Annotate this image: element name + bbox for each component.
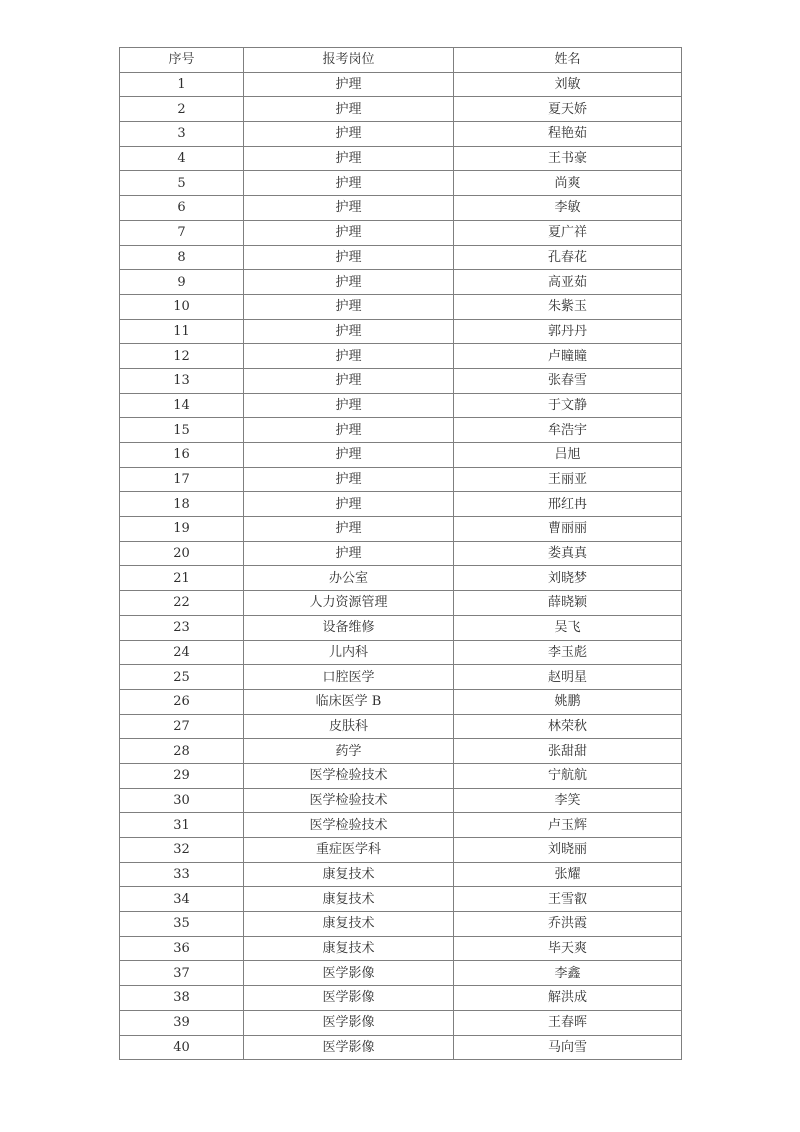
table-row [120, 517, 682, 542]
cell-name: 卢瞳瞳 [454, 344, 682, 369]
cell-index: 16 [120, 443, 244, 468]
cell-position: 康复技术 [244, 862, 454, 887]
cell-index: 13 [120, 368, 244, 393]
cell-name: 薛晓颖 [454, 591, 682, 616]
cell-position: 护理 [244, 368, 454, 393]
cell-position: 护理 [244, 319, 454, 344]
cell-index: 36 [120, 936, 244, 961]
cell-position: 医学影像 [244, 1035, 454, 1060]
table-row [120, 72, 682, 97]
cell-name: 程艳茹 [454, 122, 682, 147]
table-row [120, 220, 682, 245]
table-row [120, 171, 682, 196]
cell-position: 护理 [244, 72, 454, 97]
table-row [120, 689, 682, 714]
cell-name: 娄真真 [454, 541, 682, 566]
cell-position: 护理 [244, 122, 454, 147]
cell-position: 口腔医学 [244, 665, 454, 690]
cell-name: 刘晓梦 [454, 566, 682, 591]
cell-index: 17 [120, 467, 244, 492]
cell-name: 张耀 [454, 862, 682, 887]
cell-name: 尚爽 [454, 171, 682, 196]
cell-index: 5 [120, 171, 244, 196]
cell-position: 康复技术 [244, 936, 454, 961]
cell-index: 24 [120, 640, 244, 665]
cell-position: 人力资源管理 [244, 591, 454, 616]
cell-index: 21 [120, 566, 244, 591]
cell-name: 宁航航 [454, 763, 682, 788]
cell-position: 护理 [244, 270, 454, 295]
cell-index: 33 [120, 862, 244, 887]
cell-position: 医学检验技术 [244, 788, 454, 813]
cell-name: 解洪成 [454, 986, 682, 1011]
table-row [120, 418, 682, 443]
cell-name: 卢玉辉 [454, 813, 682, 838]
table-row [120, 443, 682, 468]
cell-position: 康复技术 [244, 912, 454, 937]
table-row [120, 146, 682, 171]
table-row [120, 640, 682, 665]
cell-name: 吕旭 [454, 443, 682, 468]
table-row [120, 665, 682, 690]
cell-index: 2 [120, 97, 244, 122]
cell-position: 护理 [244, 541, 454, 566]
cell-index: 11 [120, 319, 244, 344]
table-row [120, 294, 682, 319]
cell-index: 18 [120, 492, 244, 517]
table-row [120, 541, 682, 566]
cell-index: 37 [120, 961, 244, 986]
applicants-table [119, 47, 682, 1060]
cell-index: 19 [120, 517, 244, 542]
cell-index: 3 [120, 122, 244, 147]
cell-position: 护理 [244, 517, 454, 542]
column-header-index: 序号 [120, 48, 244, 73]
cell-name: 李敏 [454, 196, 682, 221]
table-row [120, 936, 682, 961]
cell-index: 27 [120, 714, 244, 739]
cell-index: 7 [120, 220, 244, 245]
table-row [120, 986, 682, 1011]
cell-name: 乔洪霞 [454, 912, 682, 937]
cell-name: 郭丹丹 [454, 319, 682, 344]
cell-name: 李玉彪 [454, 640, 682, 665]
column-header-position: 报考岗位 [244, 48, 454, 73]
cell-name: 李笑 [454, 788, 682, 813]
cell-name: 高亚茹 [454, 270, 682, 295]
table-row [120, 393, 682, 418]
cell-index: 25 [120, 665, 244, 690]
table-row [120, 788, 682, 813]
cell-position: 护理 [244, 220, 454, 245]
table-row [120, 196, 682, 221]
cell-position: 护理 [244, 393, 454, 418]
cell-position: 护理 [244, 344, 454, 369]
cell-position: 医学影像 [244, 1010, 454, 1035]
table-row [120, 739, 682, 764]
cell-index: 31 [120, 813, 244, 838]
table-row [120, 862, 682, 887]
cell-index: 23 [120, 615, 244, 640]
table-row [120, 566, 682, 591]
table-row [120, 1035, 682, 1060]
cell-name: 李鑫 [454, 961, 682, 986]
cell-name: 王雪叡 [454, 887, 682, 912]
cell-position: 药学 [244, 739, 454, 764]
cell-position: 护理 [244, 467, 454, 492]
cell-index: 20 [120, 541, 244, 566]
cell-name: 林荣秋 [454, 714, 682, 739]
cell-index: 9 [120, 270, 244, 295]
cell-index: 32 [120, 838, 244, 863]
cell-index: 4 [120, 146, 244, 171]
table-row [120, 122, 682, 147]
cell-name: 刘敏 [454, 72, 682, 97]
cell-position: 医学检验技术 [244, 763, 454, 788]
cell-position: 护理 [244, 171, 454, 196]
cell-name: 吴飞 [454, 615, 682, 640]
cell-name: 邢红冉 [454, 492, 682, 517]
cell-position: 护理 [244, 146, 454, 171]
cell-index: 12 [120, 344, 244, 369]
cell-index: 34 [120, 887, 244, 912]
cell-index: 1 [120, 72, 244, 97]
cell-position: 护理 [244, 443, 454, 468]
table-row [120, 368, 682, 393]
table-row [120, 887, 682, 912]
cell-position: 护理 [244, 245, 454, 270]
table-row [120, 467, 682, 492]
cell-index: 15 [120, 418, 244, 443]
table-row [120, 97, 682, 122]
cell-name: 刘晓丽 [454, 838, 682, 863]
cell-position: 设备维修 [244, 615, 454, 640]
cell-name: 姚鹏 [454, 689, 682, 714]
cell-position: 办公室 [244, 566, 454, 591]
cell-position: 儿内科 [244, 640, 454, 665]
cell-name: 毕天爽 [454, 936, 682, 961]
cell-name: 孔春花 [454, 245, 682, 270]
table-row [120, 245, 682, 270]
cell-name: 于文静 [454, 393, 682, 418]
table-row [120, 270, 682, 295]
cell-position: 护理 [244, 492, 454, 517]
cell-index: 26 [120, 689, 244, 714]
table-row [120, 615, 682, 640]
cell-index: 28 [120, 739, 244, 764]
table-row [120, 319, 682, 344]
cell-index: 8 [120, 245, 244, 270]
table-row [120, 912, 682, 937]
cell-position: 护理 [244, 196, 454, 221]
cell-name: 赵明星 [454, 665, 682, 690]
cell-position: 医学影像 [244, 986, 454, 1011]
cell-position: 护理 [244, 97, 454, 122]
cell-position: 康复技术 [244, 887, 454, 912]
cell-name: 夏天娇 [454, 97, 682, 122]
cell-index: 10 [120, 294, 244, 319]
cell-index: 29 [120, 763, 244, 788]
cell-position: 护理 [244, 294, 454, 319]
cell-name: 牟浩宇 [454, 418, 682, 443]
cell-position: 护理 [244, 418, 454, 443]
cell-name: 张春雪 [454, 368, 682, 393]
cell-index: 35 [120, 912, 244, 937]
cell-index: 40 [120, 1035, 244, 1060]
cell-index: 6 [120, 196, 244, 221]
cell-name: 朱紫玉 [454, 294, 682, 319]
cell-name: 张甜甜 [454, 739, 682, 764]
cell-name: 马向雪 [454, 1035, 682, 1060]
table-row [120, 344, 682, 369]
cell-position: 皮肤科 [244, 714, 454, 739]
cell-position: 医学检验技术 [244, 813, 454, 838]
cell-index: 38 [120, 986, 244, 1011]
cell-position: 临床医学 B [244, 689, 454, 714]
table-row [120, 492, 682, 517]
cell-position: 重症医学科 [244, 838, 454, 863]
column-header-name: 姓名 [454, 48, 682, 73]
table-body [120, 72, 682, 1060]
table-header-row [120, 48, 682, 73]
cell-name: 王书豪 [454, 146, 682, 171]
table-row [120, 763, 682, 788]
table-row [120, 714, 682, 739]
cell-index: 39 [120, 1010, 244, 1035]
table-row [120, 813, 682, 838]
cell-name: 夏广祥 [454, 220, 682, 245]
cell-name: 王丽亚 [454, 467, 682, 492]
table-row [120, 1010, 682, 1035]
cell-name: 曹丽丽 [454, 517, 682, 542]
table-row [120, 838, 682, 863]
cell-index: 22 [120, 591, 244, 616]
table-row [120, 961, 682, 986]
table-row [120, 591, 682, 616]
cell-index: 14 [120, 393, 244, 418]
cell-index: 30 [120, 788, 244, 813]
cell-position: 医学影像 [244, 961, 454, 986]
cell-name: 王春晖 [454, 1010, 682, 1035]
